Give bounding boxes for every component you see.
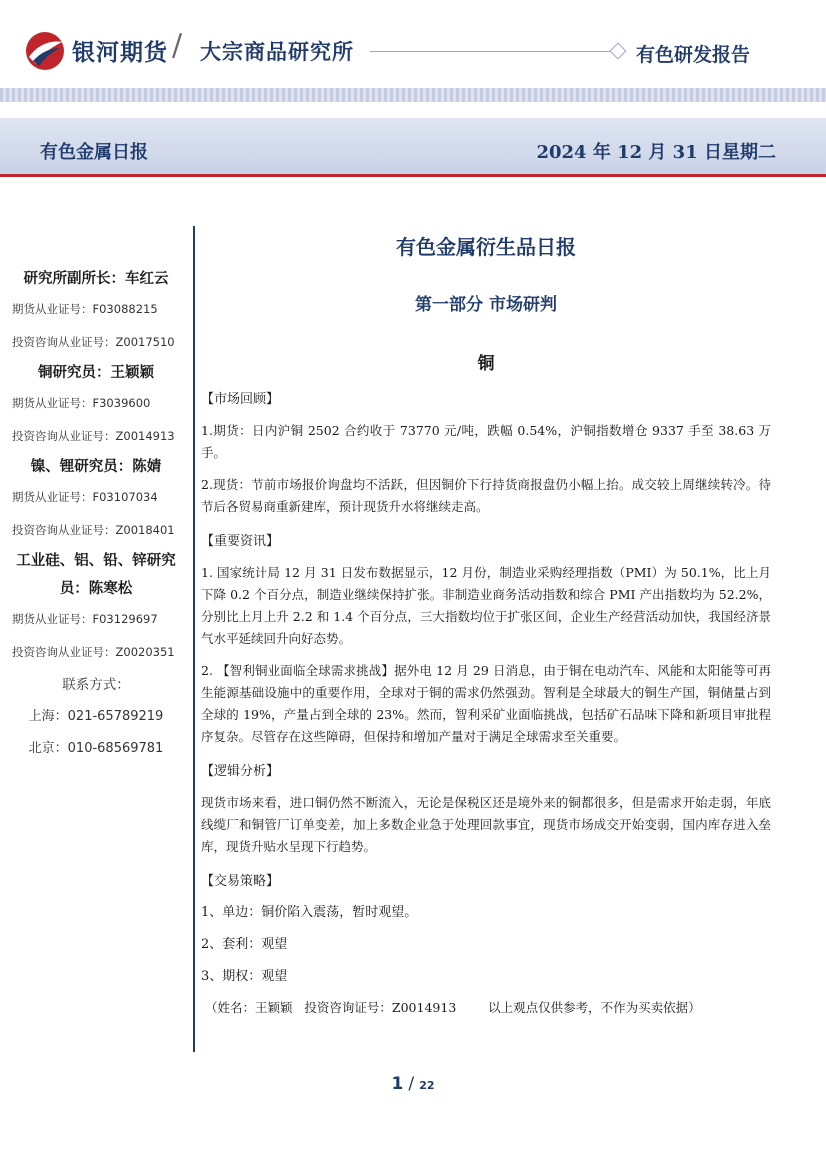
strategy-item: 1、单边：铜价陷入震荡，暂时观望。 — [201, 905, 418, 920]
analyst-sidebar — [0, 265, 192, 765]
market-review-spot: 2.现货：节前市场报价询盘均不活跃，但因铜价下行持货商报盘仍小幅上抬。成交较上周继续转冷。待节后各贸易商重新建库，预计现货升水将继续走高。 — [201, 477, 771, 514]
market-review-label: 【市场回顾】 — [201, 392, 280, 407]
header-stripe — [0, 88, 826, 102]
contact-title: 联系方式： — [62, 677, 130, 693]
advisory-license-id: 投资咨询从业证号：Z0020351 — [12, 645, 175, 659]
advisory-license-id: 投资咨询从业证号：Z0017510 — [12, 335, 175, 349]
header-separator: / — [172, 28, 183, 63]
diamond-icon — [610, 43, 627, 60]
report-body — [201, 228, 771, 1016]
analyst-title: 镍、锂研究员：陈婧 — [30, 459, 162, 475]
banner-red-rule — [0, 174, 826, 177]
galaxy-futures-logo-icon — [24, 30, 66, 72]
report-date: 2024 年 12 月 31 日星期二 — [536, 142, 776, 163]
brand-name: 银河期货 — [72, 39, 168, 66]
futures-license-id: 期货从业证号：F03107034 — [12, 490, 158, 504]
futures-license-id: 期货从业证号：F3039600 — [12, 396, 151, 410]
analyst-title-line1: 工业硅、铝、铅、锌研究 — [16, 553, 176, 569]
advisory-license-id: 投资咨询从业证号：Z0018401 — [12, 523, 175, 537]
page-separator: / — [408, 1074, 415, 1094]
report-type: 有色研发报告 — [636, 44, 751, 66]
logic-label: 【逻辑分析】 — [201, 764, 280, 779]
part-title: 第一部分 市场研判 — [415, 295, 557, 315]
strategy-label: 【交易策略】 — [201, 874, 280, 889]
analyst-title: 研究所副所长：车红云 — [23, 271, 169, 287]
page-total: 22 — [419, 1079, 435, 1092]
strategy-item: 3、期权：观望 — [201, 969, 288, 984]
analyst-title-line2: 员：陈寒松 — [59, 581, 133, 597]
page-number — [0, 1074, 826, 1094]
futures-license-id: 期货从业证号：F03129697 — [12, 612, 158, 626]
institute-name: 大宗商品研究所 — [200, 39, 354, 64]
contact-shanghai: 上海：021-65789219 — [28, 709, 164, 724]
sidebar-divider — [193, 226, 195, 1052]
contact-beijing: 北京：010-68569781 — [28, 741, 164, 756]
header-divider-line — [370, 51, 615, 52]
news-item: 2. 【智利铜业面临全球需求挑战】据外电 12 月 29 日消息，由于铜在电动汽车、风能和太阳能等可再生能源基础设施中的重要作用，全球对于铜的需求仍然强劲。智利是全球最大的铜生产国，铜储量占到全球的 19%，产量占到全球的 23%。然而，智利采矿业面临挑战，包括矿石品味下降和新项目审批程序复杂。尽管存在这些障碍，但保持和增加产量对于满足全球需求至关重要。 — [201, 663, 771, 744]
page-current: 1 — [391, 1074, 404, 1094]
document-title: 有色金属衍生品日报 — [396, 235, 576, 259]
news-label: 【重要资讯】 — [201, 534, 280, 549]
logic-analysis: 现货市场来看，进口铜仍然不断流入，无论是保税区还是境外来的铜都很多，但是需求开始走弱，年底线缆厂和铜管厂订单变差，加上多数企业急于处理回款事宜，现货市场成交开始变弱，国内库存进入垒库，现货升贴水呈现下行趋势。 — [201, 795, 771, 854]
page-header — [0, 0, 826, 100]
analyst-title: 铜研究员：王颖颖 — [38, 365, 154, 381]
news-item: 1. 国家统计局 12 月 31 日发布数据显示，12 月份，制造业采购经理指数（PMI）为 50.1%，比上月下降 0.2 个百分点，制造业继续保持扩张。非制造业商务活动指数和综合 PMI 产出指数均为 52.2%，分别比上月上升 2.2 和 1.4 个百分点，三大指数均位于扩张区间，企业生产经营活动加快，我国经济景气水平延续回升向好态势。 — [201, 565, 771, 646]
daily-report-name: 有色金属日报 — [40, 142, 148, 163]
market-review-futures: 1.期货：日内沪铜 2502 合约收于 73770 元/吨，跌幅 0.54%，沪铜指数增仓 9337 手至 38.63 万手。 — [201, 423, 771, 460]
section-title: 铜 — [477, 354, 495, 374]
author-disclaimer: （姓名：王颖颖 投资咨询证号：Z0014913 以上观点仅供参考，不作为买卖依据） — [205, 1000, 701, 1015]
futures-license-id: 期货从业证号：F03088215 — [12, 302, 158, 316]
advisory-license-id: 投资咨询从业证号：Z0014913 — [12, 429, 175, 443]
strategy-item: 2、套利：观望 — [201, 937, 288, 952]
